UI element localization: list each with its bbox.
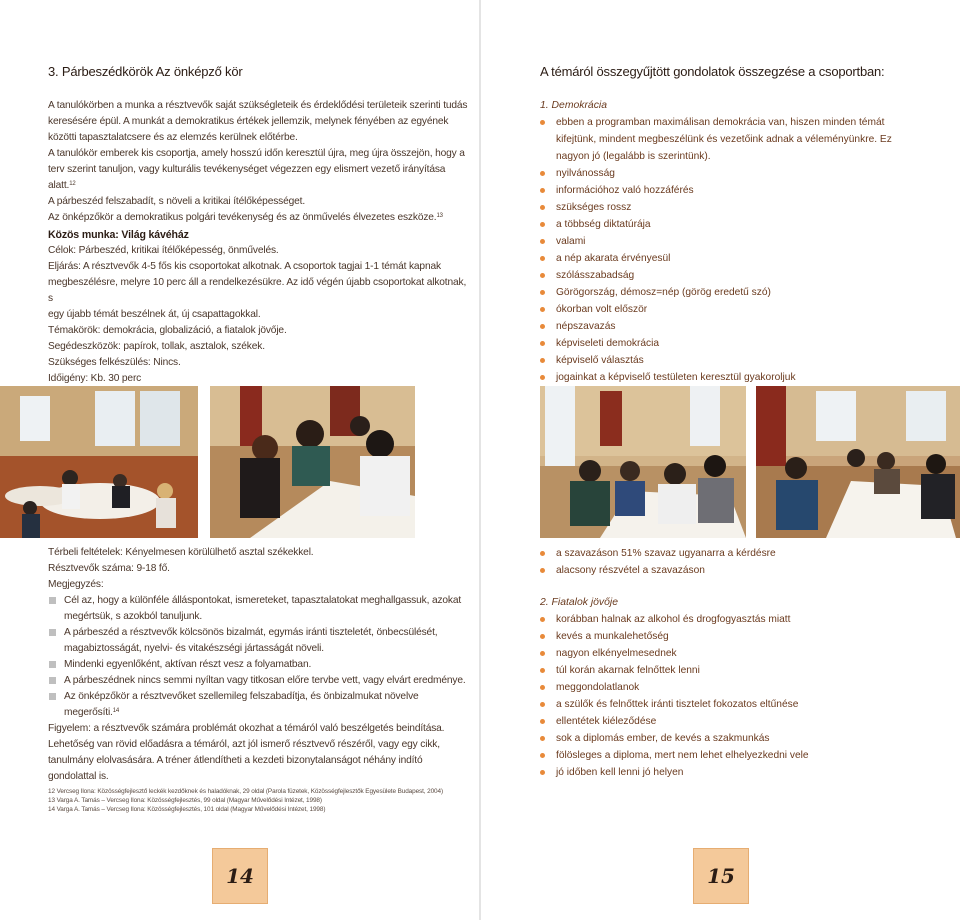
section-title: 1. Demokrácia	[540, 100, 607, 111]
list-item: népszavazás	[540, 318, 920, 335]
list-item: túl korán akarnak felnőttek lenni	[540, 662, 920, 679]
list-item: képviselő választás	[540, 352, 920, 369]
left-page-heading: 3. Párbeszédkörök Az önképző kör	[48, 64, 243, 79]
activity-line: Segédeszközök: papírok, tollak, asztalok, székek.	[48, 341, 265, 352]
activity-line: egy újabb témát beszélnek át, új csapattagokkal.	[48, 309, 261, 320]
condition-line: Megjegyzés:	[48, 579, 104, 590]
activity-line: Szükséges felkészülés: Nincs.	[48, 357, 181, 368]
footnote: 12 Vercseg Ilona: Közösségfejlesztő leckék kezdőknek és haladóknak, 29 oldal (Parola füzetek, Közösségfejlesztők Egyesülete Budapest, 2004)	[48, 788, 443, 795]
activity-line: Célok: Párbeszéd, kritikai ítélőképesség, önművelés.	[48, 245, 279, 256]
list-item: a szavazáson 51% szavaz ugyanarra a kérdésre	[540, 545, 920, 562]
activity-line: megbeszélésre, melyre 10 perc áll a rendelkezésükre. Az idő végén újabb csoportokat alkotnak, s	[48, 277, 467, 304]
list-item: jó időben kell lenni jó helyen	[540, 764, 920, 781]
intro-line: Az önképzőkör a demokratikus polgári tevékenység és az önművelés élvezetes eszköze.$^{13}$	[48, 212, 443, 223]
workshop-photo	[756, 386, 960, 538]
list-item: sok a diplomás ember, de kevés a szakmunkás	[540, 730, 920, 747]
footnote-ref: 14	[112, 708, 120, 714]
list-item: nyilvánosság	[540, 165, 920, 182]
list-item: Mindenki egyenlőként, aktívan részt vesz a folyamatban.	[48, 657, 468, 673]
footnote: 14 Varga A. Tamás – Vercseg Ilona: Közösségfejlesztés, 101 oldal (Magyar Művelődési Intézet, 1998)	[48, 806, 326, 813]
condition-line: Térbeli feltételek: Kényelmesen körülülhető asztal székekkel.	[48, 547, 314, 558]
intro-line: A tanulókör emberek kis csoportja, amely hosszú időn keresztül újra, meg újra összejön, hogy a	[48, 148, 465, 159]
section-title: 2. Fiatalok jövője	[540, 597, 618, 608]
activity-line: Eljárás: A résztvevők 4-5 fős kis csoportokat alkotnak. A csoportok tagjai 1-1 témát kapnak	[48, 261, 441, 272]
workshop-photo	[540, 386, 746, 538]
list-item: szükséges rossz	[540, 199, 920, 216]
list-item: valami	[540, 233, 920, 250]
closing-line: gondolattal is.	[48, 771, 109, 782]
footnotes	[48, 787, 468, 814]
intro-line: keresésére épül. A munkát a demokratikus értékek jellemzik, melynek fényében az egyének	[48, 116, 449, 127]
page-number-box	[693, 848, 749, 904]
list-item: jogainkat a képviselő testületen keresztül gyakoroljuk	[540, 369, 920, 386]
list-item: Cél az, hogy a különféle álláspontokat, ismereteket, tapasztalatokat meghallgassuk, azokat megértsük, s azokból tanuljunk.	[48, 593, 468, 625]
youth-list	[540, 611, 920, 781]
footnote-ref: 13	[436, 213, 443, 219]
condition-line: Résztvevők száma: 9-18 fő.	[48, 563, 170, 574]
list-item: kevés a munkalehetőség	[540, 628, 920, 645]
intro-paragraphs	[48, 98, 468, 226]
workshop-photo	[210, 386, 415, 538]
activity-title: Közös munka: Világ kávéház	[48, 229, 189, 241]
list-item: fölösleges a diploma, mert nem lehet elhelyezkedni vele	[540, 747, 920, 764]
section-youth-future	[540, 594, 920, 781]
intro-line: közötti tapasztalatcsere és az elemzés kerülnek előtérbe.	[48, 132, 298, 143]
list-item: meggondolatlanok	[540, 679, 920, 696]
footnote-ref: 12	[69, 181, 76, 187]
footnote: 13 Varga A. Tamás – Vercseg Ilona: Közösségfejlesztés, 99 oldal (Magyar Művelődési Intézet, 1998)	[48, 797, 322, 804]
list-item: ellentétek kiéleződése	[540, 713, 920, 730]
list-item: alacsony részvétel a szavazáson	[540, 562, 920, 579]
list-item: képviseleti demokrácia	[540, 335, 920, 352]
workshop-photo	[0, 386, 198, 538]
list-item: A párbeszéd a résztvevők kölcsönös bizalmát, egymás iránti tiszteletét, önbecsülését, magabiztosságát, nyelvi- és vitakészségi jártasságát növeli.	[48, 625, 468, 657]
list-item: nagyon elkényelmesednek	[540, 645, 920, 662]
page-number: 14	[226, 864, 254, 888]
list-item: A párbeszédnek nincs semmi nyíltan vagy titkosan előre tervbe vett, vagy elvárt eredménye.	[48, 673, 468, 689]
closing-line: tanulmány elolvasására. A tréner átlendítheti a kezdeti bizonytalanságot néhány indító	[48, 755, 423, 766]
list-item: Az önképzőkör a résztvevőket szellemileg felszabadítja, és önbizalmukat növelve megerősíti.$^{14}$	[48, 689, 468, 721]
closing-line: Lehetőség van rövid előadásra a témáról, azt jól ismerő résztvevő részéről, vagy egy cikk,	[48, 739, 440, 750]
list-item: a szülők és felnőttek iránti tisztelet fokozatos eltűnése	[540, 696, 920, 713]
list-item: Görögország, démosz=nép (görög eredetű szó)	[540, 284, 920, 301]
list-item: információhoz való hozzáférés	[540, 182, 920, 199]
left-page	[0, 0, 479, 920]
activity-block	[48, 227, 468, 387]
list-item: szólásszabadság	[540, 267, 920, 284]
list-item: ebben a programban maximálisan demokrácia van, hiszen minden témát kifejtünk, mindent megbeszélünk és vezetőink adnak a véleményünkre. Ez nagyon jó (legalább is szerintünk).	[540, 114, 920, 165]
intro-line: A párbeszéd felszabadít, s növeli a kritikai ítélőképességet.	[48, 196, 306, 207]
list-item: korábban halnak az alkohol és drogfogyasztás miatt	[540, 611, 920, 628]
intro-line: terv szerint tanuljon, vagy kulturális tevékenységet végezzen egy elismert vezető irányítása alatt.$^{12}$	[48, 164, 446, 191]
closing-line: Figyelem: a résztvevők számára problémát okozhat a témáról való beszélgetés beindítása.	[48, 723, 445, 734]
democracy-list	[540, 114, 920, 386]
conditions-block	[48, 545, 468, 785]
list-item: a nép akarata érvényesül	[540, 250, 920, 267]
right-page-heading: A témáról összegyűjtött gondolatok összegzése a csoportban:	[540, 64, 885, 79]
list-item: ókorban volt először	[540, 301, 920, 318]
page-number-box	[212, 848, 268, 904]
right-page	[481, 0, 960, 920]
notes-list	[48, 593, 468, 721]
section-democracy	[540, 97, 920, 386]
section-democracy-continued	[540, 545, 920, 579]
list-item: a többség diktatúrája	[540, 216, 920, 233]
page-number: 15	[707, 864, 735, 888]
activity-line: Időigény: Kb. 30 perc	[48, 373, 142, 384]
democracy-list-continued	[540, 545, 920, 579]
intro-line: A tanulókörben a munka a résztvevők saját szükségleteik és érdeklődési területeik szerinti tudás	[48, 100, 468, 111]
activity-line: Témakörök: demokrácia, globalizáció, a fiatalok jövője.	[48, 325, 287, 336]
